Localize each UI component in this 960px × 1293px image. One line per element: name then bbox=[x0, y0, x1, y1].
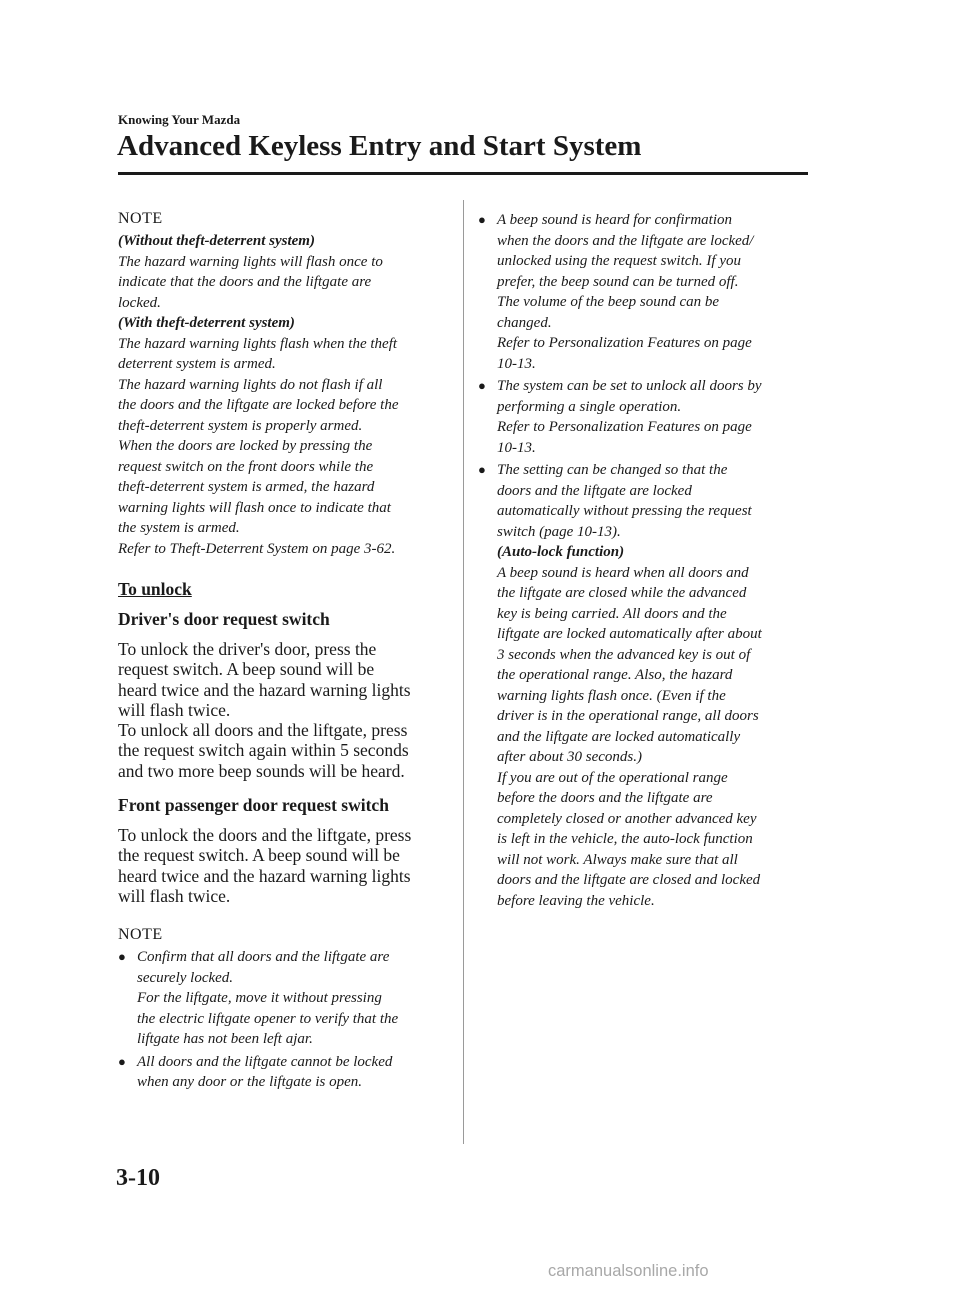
column-divider bbox=[463, 200, 464, 1144]
bullet-subheading: (Auto-lock function) bbox=[497, 544, 625, 560]
bullet-line: unlocked using the request switch. If you bbox=[497, 253, 741, 269]
watermark-link[interactable]: carmanualsonline.info bbox=[548, 1262, 709, 1280]
driver-switch-text bbox=[118, 639, 448, 781]
note-line: request switch on the front doors while the bbox=[118, 458, 374, 475]
bullet-line: changed. bbox=[497, 314, 552, 331]
bullet-line: doors and the liftgate are locked bbox=[497, 482, 692, 499]
bullet-line: warning lights flash once. (Even if the bbox=[497, 687, 726, 704]
note-line: theft-deterrent system is properly armed. bbox=[118, 417, 363, 434]
bullet-line: 3 seconds when the advanced key is out of bbox=[497, 646, 751, 663]
bullet-item bbox=[478, 210, 818, 374]
bullet-dot-icon: ● bbox=[478, 462, 486, 477]
note-line: warning lights will flash once to indicate that bbox=[118, 499, 391, 516]
bullet-line: The setting can be changed so that the bbox=[497, 462, 728, 478]
note-line: indicate that the doors and the liftgate are bbox=[118, 274, 372, 290]
bullet-line: driver is in the operational range, all doors bbox=[497, 708, 759, 724]
bullet-line: doors and the liftgate are closed and locked bbox=[497, 872, 761, 888]
bullet-line: the operational range. Also, the hazard bbox=[497, 667, 733, 683]
bullet-line: is left in the vehicle, the auto-lock function bbox=[497, 831, 753, 847]
bullet-line: before the doors and the liftgate are bbox=[497, 790, 713, 806]
note-heading: NOTE bbox=[118, 210, 163, 227]
bullet-line: Refer to Personalization Features on page bbox=[497, 419, 752, 435]
note-line: The hazard warning lights will flash once to bbox=[118, 253, 383, 270]
body-line: the request switch. A beep sound will be bbox=[118, 845, 400, 866]
right-column bbox=[478, 210, 818, 913]
note-subheading: (With theft-deterrent system) bbox=[118, 315, 295, 331]
bullet-dot-icon: ● bbox=[478, 378, 486, 393]
bullet-line: For the liftgate, move it without pressing bbox=[137, 990, 382, 1007]
note-line: Refer to Theft-Deterrent System on page 3-62. bbox=[118, 540, 396, 557]
body-line: To unlock all doors and the liftgate, press bbox=[118, 720, 408, 741]
bullet-line: switch (page 10-13). bbox=[497, 523, 621, 540]
page-title: Advanced Keyless Entry and Start System bbox=[117, 130, 642, 162]
body-line: To unlock the driver's door, press the bbox=[118, 639, 377, 659]
bullet-line: liftgate are locked automatically after about bbox=[497, 626, 762, 642]
bullet-dot-icon: ● bbox=[118, 1053, 126, 1069]
driver-switch-heading: Driver's door request switch bbox=[118, 609, 330, 629]
bullet-line: 10-13. bbox=[497, 439, 536, 456]
bullet-line: automatically without pressing the request bbox=[497, 503, 752, 519]
body-line: and two more beep sounds will be heard. bbox=[118, 760, 405, 781]
bullet-item bbox=[118, 1052, 448, 1093]
bullet-line: Refer to Personalization Features on page bbox=[497, 335, 752, 351]
header-rule bbox=[118, 172, 808, 175]
bullet-line: key is being carried. All doors and the bbox=[497, 605, 727, 622]
note-line: The hazard warning lights do not flash if all bbox=[118, 376, 383, 393]
left-column bbox=[118, 210, 448, 1095]
passenger-switch-text bbox=[118, 825, 448, 906]
bullet-line: A beep sound is heard for confirmation bbox=[497, 212, 732, 228]
passenger-switch-heading: Front passenger door request switch bbox=[118, 795, 389, 816]
bullet-line: will not work. Always make sure that all bbox=[497, 851, 738, 868]
body-line: To unlock the doors and the liftgate, press bbox=[118, 825, 412, 846]
bullet-line: the liftgate are closed while the advanced bbox=[497, 585, 747, 601]
body-line: heard twice and the hazard warning lights bbox=[118, 679, 411, 700]
body-line: will flash twice. bbox=[118, 699, 231, 720]
note-line: theft-deterrent system is armed, the hazard bbox=[118, 479, 375, 495]
page-number: 3-10 bbox=[116, 1165, 160, 1191]
note-bullet-list bbox=[478, 210, 818, 911]
note-line: deterrent system is armed. bbox=[118, 356, 276, 372]
note-line: When the doors are locked by pressing the bbox=[118, 438, 373, 454]
bullet-item bbox=[478, 460, 818, 911]
body-line: the request switch again within 5 seconds bbox=[118, 740, 409, 761]
bullet-line: and the liftgate are locked automatically bbox=[497, 728, 741, 745]
bullet-line: the electric liftgate opener to verify that the bbox=[137, 1010, 399, 1027]
bullet-line: completely closed or another advanced key bbox=[497, 810, 757, 827]
bullet-line: 10-13. bbox=[497, 355, 536, 372]
bullet-line: when the doors and the liftgate are locked/ bbox=[497, 232, 754, 249]
bullet-item bbox=[478, 376, 818, 458]
note-line: locked. bbox=[118, 294, 161, 311]
bullet-line: liftgate has not been left ajar. bbox=[137, 1031, 313, 1048]
bullet-item bbox=[118, 947, 448, 1050]
bullet-line: The volume of the beep sound can be bbox=[497, 294, 720, 310]
note-body bbox=[118, 231, 448, 559]
bullet-line: after about 30 seconds.) bbox=[497, 749, 642, 765]
bullet-line: A beep sound is heard when all doors and bbox=[497, 564, 749, 581]
bullet-dot-icon: ● bbox=[478, 212, 486, 227]
note-heading: NOTE bbox=[118, 926, 163, 944]
bullet-line: prefer, the beep sound can be turned off. bbox=[497, 273, 739, 290]
bullet-line: before leaving the vehicle. bbox=[497, 892, 655, 909]
body-line: request switch. A beep sound will be bbox=[118, 659, 375, 680]
note-subheading: (Without theft-deterrent system) bbox=[118, 233, 315, 249]
bullet-line: All doors and the liftgate cannot be locked bbox=[137, 1053, 393, 1070]
bullet-line: If you are out of the operational range bbox=[497, 769, 728, 786]
note-line: the system is armed. bbox=[118, 520, 240, 536]
bullet-line: performing a single operation. bbox=[497, 398, 682, 415]
bullet-dot-icon: ● bbox=[118, 949, 126, 965]
note-bullet-list bbox=[118, 947, 448, 1093]
note-line: The hazard warning lights flash when the theft bbox=[118, 335, 398, 352]
bullet-line: Confirm that all doors and the liftgate are bbox=[137, 949, 390, 966]
header-section-label: Knowing Your Mazda bbox=[118, 112, 241, 127]
bullet-line: securely locked. bbox=[137, 969, 234, 986]
bullet-line: when any door or the liftgate is open. bbox=[137, 1074, 362, 1091]
unlock-section-title: To unlock bbox=[118, 579, 192, 599]
note-line: the doors and the liftgate are locked before the bbox=[118, 397, 399, 413]
bullet-line: The system can be set to unlock all doors by bbox=[497, 378, 762, 394]
body-line: heard twice and the hazard warning lights bbox=[118, 865, 411, 886]
body-line: will flash twice. bbox=[118, 885, 231, 906]
